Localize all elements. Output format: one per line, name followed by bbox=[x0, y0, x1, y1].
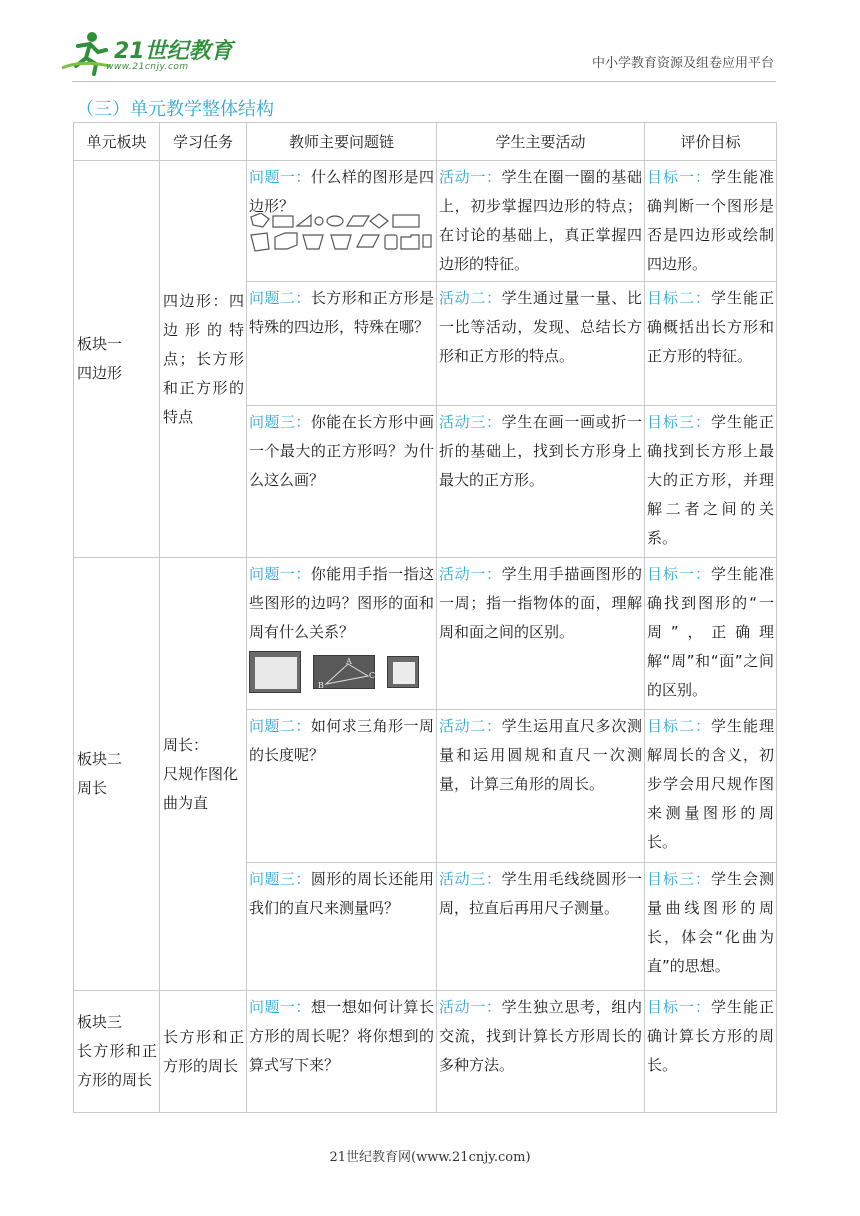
header-cell: 学习任务 bbox=[160, 123, 247, 161]
logo bbox=[60, 28, 250, 76]
activity-text: 学生运用直尺多次测量和运用圆规和直尺一次测量，计算三角形的周长。 bbox=[439, 717, 642, 793]
goal-label: 目标三： bbox=[647, 413, 711, 431]
goal-label: 目标一： bbox=[647, 168, 711, 186]
header-cell: 学生主要活动 bbox=[437, 123, 645, 161]
header-cell: 教师主要问题链 bbox=[247, 123, 437, 161]
activity-label: 活动一： bbox=[439, 998, 502, 1016]
question-text: 你能用手指一指这些图形的边吗？图形的面和周有什么关系？ bbox=[249, 565, 434, 641]
question-cell bbox=[247, 710, 437, 863]
goal-text: 学生能正确计算长方形的周长。 bbox=[647, 998, 774, 1074]
goal-cell bbox=[645, 406, 777, 558]
goal-cell bbox=[645, 282, 777, 406]
header-cell: 单元板块 bbox=[74, 123, 160, 161]
goal-cell bbox=[645, 863, 777, 991]
goal-label: 目标二： bbox=[647, 289, 711, 307]
question-text: 圆形的周长还能用我们的直尺来测量吗？ bbox=[249, 870, 434, 917]
question-cell bbox=[247, 282, 437, 406]
block-name-cell bbox=[74, 991, 160, 1113]
triangle-vertex-c: C bbox=[369, 671, 376, 680]
page-footer: 21世纪教育网(www.21cnjy.com) bbox=[329, 1150, 531, 1165]
task-text: 四边形：四边形的特点；长方形和正方形的特点 bbox=[163, 291, 244, 426]
question-cell bbox=[247, 406, 437, 558]
task-text: 周长： 尺规作图化曲为直 bbox=[163, 735, 239, 812]
question-cell bbox=[247, 161, 437, 282]
activity-label: 活动一： bbox=[439, 168, 502, 186]
platform-name: 中小学教育资源及组卷应用平台 bbox=[591, 56, 774, 71]
question-label: 问题一： bbox=[249, 168, 311, 186]
table-row bbox=[74, 161, 777, 282]
activity-cell bbox=[437, 406, 645, 558]
goal-cell bbox=[645, 161, 777, 282]
goal-label: 目标一： bbox=[647, 998, 711, 1016]
triangle-vertex-a: A bbox=[346, 657, 352, 666]
triangle-vertex-b: B bbox=[318, 681, 324, 690]
goal-text: 学生能正确找到长方形上最大的正方形，并理解二者之间的关系。 bbox=[647, 413, 774, 547]
goal-cell bbox=[645, 558, 777, 710]
activity-text: 学生通过量一量、比一比等活动，发现、总结长方形和正方形的特点。 bbox=[439, 289, 642, 365]
table-row bbox=[74, 991, 777, 1113]
structure-table bbox=[73, 122, 777, 1113]
goal-text: 学生能理解周长的含义，初步学会用尺规作图来测量图形的周长。 bbox=[647, 717, 774, 851]
task-cell bbox=[160, 991, 247, 1113]
activity-label: 活动三： bbox=[439, 413, 502, 431]
goal-label: 目标三： bbox=[647, 870, 711, 888]
activity-cell bbox=[437, 161, 645, 282]
question-cell bbox=[247, 991, 437, 1113]
question-label: 问题二： bbox=[249, 717, 311, 735]
task-cell bbox=[160, 161, 247, 558]
activity-cell bbox=[437, 991, 645, 1113]
header-divider bbox=[72, 81, 776, 82]
block-name: 板块一 四边形 bbox=[77, 335, 123, 382]
activity-text: 学生在画一画或折一折的基础上，找到长方形身上最大的正方形。 bbox=[439, 413, 642, 489]
goal-label: 目标一： bbox=[647, 565, 711, 583]
question-label: 问题一： bbox=[249, 998, 311, 1016]
shape-photos bbox=[249, 651, 434, 693]
goal-cell bbox=[645, 710, 777, 863]
question-cell bbox=[247, 863, 437, 991]
goal-text: 学生会测量曲线图形的周长，体会“化曲为直”的思想。 bbox=[647, 870, 774, 975]
activity-label: 活动一： bbox=[439, 565, 502, 583]
question-text: 你能在长方形中画一个最大的正方形吗？为什么这么画？ bbox=[249, 413, 434, 489]
activity-cell bbox=[437, 710, 645, 863]
block-name-cell bbox=[74, 558, 160, 991]
question-text: 什么样的图形是四边形？ bbox=[249, 168, 434, 215]
question-label: 问题二： bbox=[249, 289, 311, 307]
question-text: 长方形和正方形是特殊的四边形，特殊在哪？ bbox=[249, 289, 434, 336]
triangle-photo bbox=[313, 655, 375, 689]
activity-label: 活动二： bbox=[439, 289, 502, 307]
question-text: 如何求三角形一周的长度呢？ bbox=[249, 717, 434, 764]
block-name-cell bbox=[74, 161, 160, 558]
goal-text: 学生能准确判断一个图形是否是四边形或绘制四边形。 bbox=[647, 168, 774, 273]
activity-label: 活动三： bbox=[439, 870, 502, 888]
activity-text: 学生在圈一圈的基础上，初步掌握四边形的特点；在讨论的基础上，真正掌握四边形的特征。 bbox=[439, 168, 642, 273]
task-cell bbox=[160, 558, 247, 991]
shapes-icon bbox=[249, 213, 433, 253]
activity-cell bbox=[437, 282, 645, 406]
goal-cell bbox=[645, 991, 777, 1113]
task-text: 长方形和正方形的周长 bbox=[163, 1027, 244, 1075]
question-text: 想一想如何计算长方形的周长呢？将你想到的算式写下来？ bbox=[249, 998, 434, 1074]
block-name: 板块二 周长 bbox=[77, 750, 123, 797]
header-cell: 评价目标 bbox=[645, 123, 777, 161]
goal-text: 学生能准确找到图形的“一周”，正确理解“周”和“面”之间的区别。 bbox=[647, 565, 774, 699]
activity-label: 活动二： bbox=[439, 717, 502, 735]
question-label: 问题一： bbox=[249, 565, 311, 583]
goal-text: 学生能正确概括出长方形和正方形的特征。 bbox=[647, 289, 774, 365]
question-cell bbox=[247, 558, 437, 710]
question-label: 问题三： bbox=[249, 870, 311, 888]
triangle-icon bbox=[314, 656, 376, 690]
activity-cell bbox=[437, 558, 645, 710]
table-header-row bbox=[74, 123, 777, 161]
square-photo bbox=[249, 651, 301, 693]
activity-text: 学生用毛线绕圆形一周，拉直后再用尺子测量。 bbox=[439, 870, 642, 917]
activity-text: 学生独立思考，组内交流，找到计算长方形周长的多种方法。 bbox=[439, 998, 642, 1074]
activity-text: 学生用手描画图形的一周；指一指物体的面，理解周和面之间的区别。 bbox=[439, 565, 642, 641]
activity-cell bbox=[437, 863, 645, 991]
table-row bbox=[74, 558, 777, 710]
block-name: 板块三 长方形和正方形的周长 bbox=[77, 1013, 157, 1089]
section-title: （三）单元教学整体结构 bbox=[76, 99, 274, 120]
logo-url: www.21cnjy.com bbox=[106, 62, 189, 72]
goal-label: 目标二： bbox=[647, 717, 711, 735]
page-header bbox=[60, 24, 780, 80]
logo-text: 21世纪教育 bbox=[114, 39, 233, 64]
quadrilateral-shapes-figure bbox=[249, 223, 434, 243]
question-label: 问题三： bbox=[249, 413, 311, 431]
coaster-photo bbox=[387, 656, 419, 688]
